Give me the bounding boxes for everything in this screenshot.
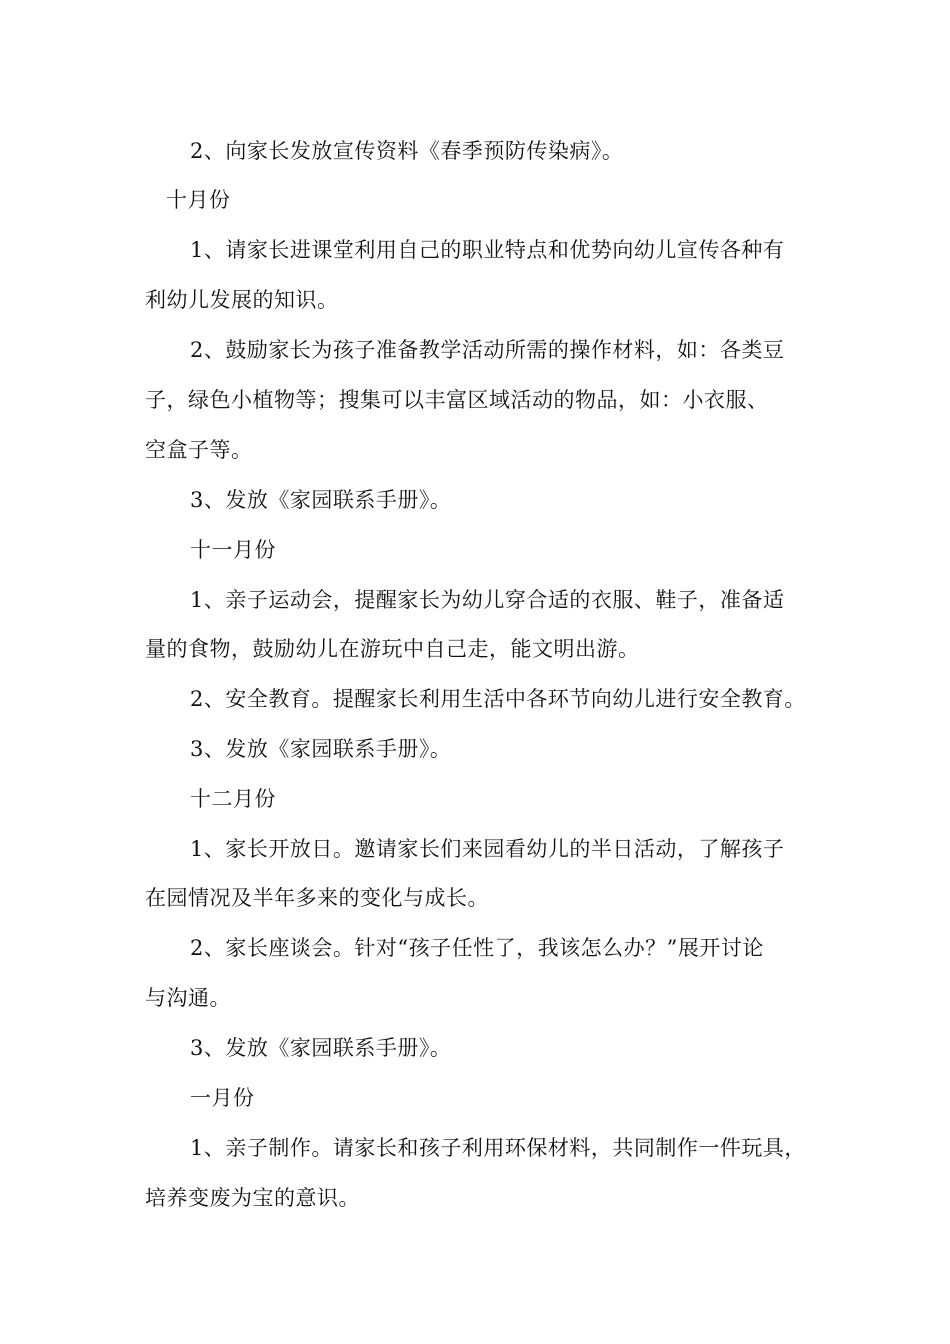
paragraph-line: 空盒子等。 (145, 438, 253, 462)
paragraph-line: 量的食物，鼓励幼儿在游玩中自己走，能文明出游。 (145, 637, 640, 661)
paragraph-line: 2、鼓励家长为孩子准备教学活动所需的操作材料，如：各类豆 (190, 338, 785, 362)
paragraph-line: 3、发放《家园联系手册》。 (190, 737, 452, 761)
paragraph-line: 1、家长开放日。邀请家长们来园看幼儿的半日活动，了解孩子 (190, 837, 785, 861)
paragraph-line: 1、亲子制作。请家长和孩子利用环保材料，共同制作一件玩具， (190, 1136, 806, 1160)
section-heading-october: 十月份 (166, 188, 231, 212)
paragraph-line: 1、请家长进课堂利用自己的职业特点和优势向幼儿宣传各种有 (190, 238, 785, 262)
paragraph-line: 子，绿色小植物等；搜集可以丰富区域活动的物品，如：小衣服、 (145, 388, 769, 412)
paragraph-line: 与沟通。 (145, 986, 231, 1010)
paragraph-line: 3、发放《家园联系手册》。 (190, 488, 452, 512)
section-heading-january: 一月份 (190, 1086, 255, 1110)
section-heading-november: 十一月份 (190, 538, 276, 562)
paragraph-line: 利幼儿发展的知识。 (145, 288, 339, 312)
section-heading-december: 十二月份 (190, 787, 276, 811)
paragraph-line: 1、亲子运动会，提醒家长为幼儿穿合适的衣服、鞋子，准备适 (190, 588, 785, 612)
paragraph-line: 3、发放《家园联系手册》。 (190, 1036, 452, 1060)
paragraph-line: 2、家长座谈会。针对“孩子任性了，我该怎么办？”展开讨论 (190, 936, 764, 960)
paragraph-line: 培养变废为宝的意识。 (145, 1186, 360, 1210)
paragraph-line: 2、安全教育。提醒家长利用生活中各环节向幼儿进行安全教育。 (190, 687, 806, 711)
paragraph-line: 2、向家长发放宣传资料《春季预防传染病》。 (190, 139, 624, 163)
paragraph-line: 在园情况及半年多来的变化与成长。 (145, 886, 489, 910)
